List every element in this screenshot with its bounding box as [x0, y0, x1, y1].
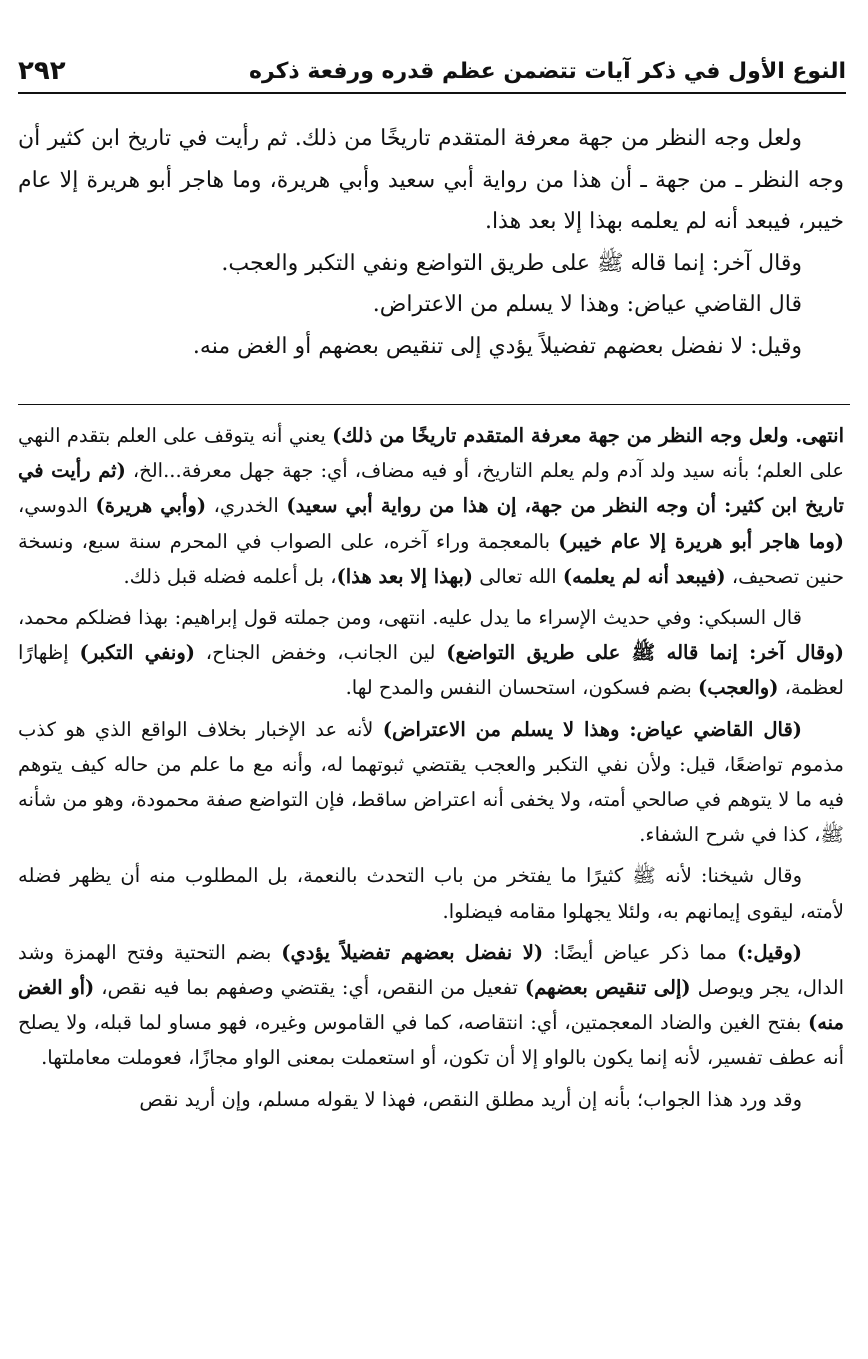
running-header	[18, 50, 846, 94]
commentary-span: الدوسي،	[18, 494, 96, 518]
quoted-phrase: (قال القاضي عياض: وهذا لا يسلم من الاعتراض)	[382, 717, 802, 741]
commentary-text	[18, 418, 844, 1123]
main-text	[18, 118, 844, 367]
commentary-span: إظهارًا لعظمة،	[18, 641, 844, 700]
commentary-paragraph	[18, 1082, 844, 1117]
commentary-span: ، بل أعلمه فضله قبل ذلك.	[123, 564, 337, 588]
quoted-phrase: (أو الغض منه)	[18, 976, 844, 1035]
commentary-span: مما ذكر عياض أيضًا:	[543, 940, 737, 964]
commentary-span: بضم التحتية وفتح الهمزة وشد الدال، يجر ويوصل	[18, 940, 844, 1000]
quoted-phrase: (ونفي التكبر)	[79, 641, 195, 665]
header-title: النوع الأول في ذكر آيات تتضمن عظم قدره ورفعة ذكره	[248, 58, 846, 84]
divider-line	[18, 404, 850, 405]
commentary-span: بالمعجمة وراء آخره، على الصواب في المحرم سنة سبع، ونسخة حنين تصحيف،	[18, 529, 844, 588]
main-paragraph: وقيل: لا نفضل بعضهم تفضيلاً يؤدي إلى تنقيص بعضهم أو الغض منه.	[192, 333, 802, 359]
quoted-phrase: (فيبعد أنه لم يعلمه)	[562, 564, 726, 588]
quoted-phrase: (والعجب)	[698, 676, 779, 700]
quoted-phrase: (بهذا إلا بعد هذا)	[336, 564, 473, 588]
commentary-paragraph	[18, 418, 844, 594]
quoted-phrase: انتهى. ولعل وجه النظر من جهة معرفة المتقدم تاريخًا من ذلك)	[332, 424, 844, 447]
commentary-span: وقد ورد هذا الجواب؛ بأنه إن أريد مطلق النقص، فهذا لا يقوله مسلم، وإن أريد نقص	[139, 1087, 802, 1111]
commentary-span: الخدري،	[206, 494, 287, 518]
quoted-phrase: (إلى تنقيص بعضهم)	[524, 976, 691, 1000]
commentary-span: تفعيل من النقص، أي: يقتضي وصفهم بما فيه نقص،	[94, 976, 525, 1000]
commentary-paragraph	[18, 935, 844, 1076]
quoted-phrase: (وقيل:)	[736, 940, 802, 964]
commentary-span: لين الجانب، وخفض الجناح،	[194, 641, 447, 665]
quoted-phrase: (وقال آخر: إنما قاله ﷺ على طريق التواضع)	[446, 641, 845, 665]
quoted-phrase: (لا نفضل بعضهم تفضيلاً يؤدي)	[281, 940, 544, 964]
main-paragraph: وقال آخر: إنما قاله ﷺ على طريق التواضع ونفي التكبر والعجب.	[221, 250, 802, 276]
commentary-span: وقال شيخنا: لأنه ﷺ كثيرًا ما يفتخر من باب التحدث بالنعمة، بل المطلوب منه أن يظهر فضله لأمته، ليقوى إيمانهم به، ولئلا يجهلوا مقامه فيضلوا.	[18, 864, 844, 923]
main-paragraph: قال القاضي عياض: وهذا لا يسلم من الاعتراض.	[372, 292, 802, 317]
commentary-span: بضم فسكون، استحسان النفس والمدح لها.	[345, 676, 699, 700]
commentary-span: لأنه عد الإخبار بخلاف الواقع الذي هو كذب مذموم تواضعًا، قيل: ولأن نفي التكبر والعجب يقتضي ثبوتهما له، وأنه مع ما علم من حاله كيف يتوهم فيه ما لا يتوهم في صالحي أمته، ولا يخفى أنه اعتراض ساقط، فإن التواضع صفة محمودة، وهو من شأنه ﷺ، كذا في شرح الشفاء.	[18, 717, 844, 847]
commentary-paragraph	[18, 858, 844, 928]
quoted-phrase: (وأبي هريرة)	[95, 494, 207, 518]
commentary-paragraph	[18, 600, 844, 706]
main-paragraph: ولعل وجه النظر من جهة معرفة المتقدم تاريخًا من ذلك. ثم رأيت في تاريخ ابن كثير أن وجه النظر ـ من جهة ـ أن هذا من رواية أبي سعيد وأبي هريرة، وما هاجر أبو هريرة إلا عام خيبر، فيبعد أنه لم يعلمه بهذا إلا بعد هذا.	[18, 126, 844, 234]
commentary-span: قال السبكي: وفي حديث الإسراء ما يدل عليه. انتهى، ومن جملته قول إبراهيم: بهذا فضلكم محمد،	[18, 606, 802, 630]
quoted-phrase: (ثم رأيت في تاريخ ابن كثير: أن وجه النظر من جهة، إن هذا من رواية أبي سعيد)	[18, 459, 844, 518]
commentary-span: بفتح الغين والضاد المعجمتين، أي: انتقاصه، كما في القاموس وغيره، فهو مساو لما قبله، ولا يصلح أنه عطف تفسير، لأنه إنما يكون بالواو إلا أن تكون، أو استعملت بمعنى الواو مجازًا، فعوملت معاملتها.	[18, 1011, 844, 1070]
commentary-span: الله تعالى	[473, 564, 563, 588]
commentary-paragraph	[18, 712, 844, 853]
quoted-phrase: (وما هاجر أبو هريرة إلا عام خيبر)	[558, 529, 844, 553]
page-number: ٢٩٢	[18, 56, 66, 86]
commentary-span: يعني أنه يتوقف على العلم بتقدم النهي على العلم؛ بأنه سيد ولد آدم ولم يعلم التاريخ، أو فيه مضاف، أي: جهة جهل معرفة...الخ،	[18, 424, 844, 483]
